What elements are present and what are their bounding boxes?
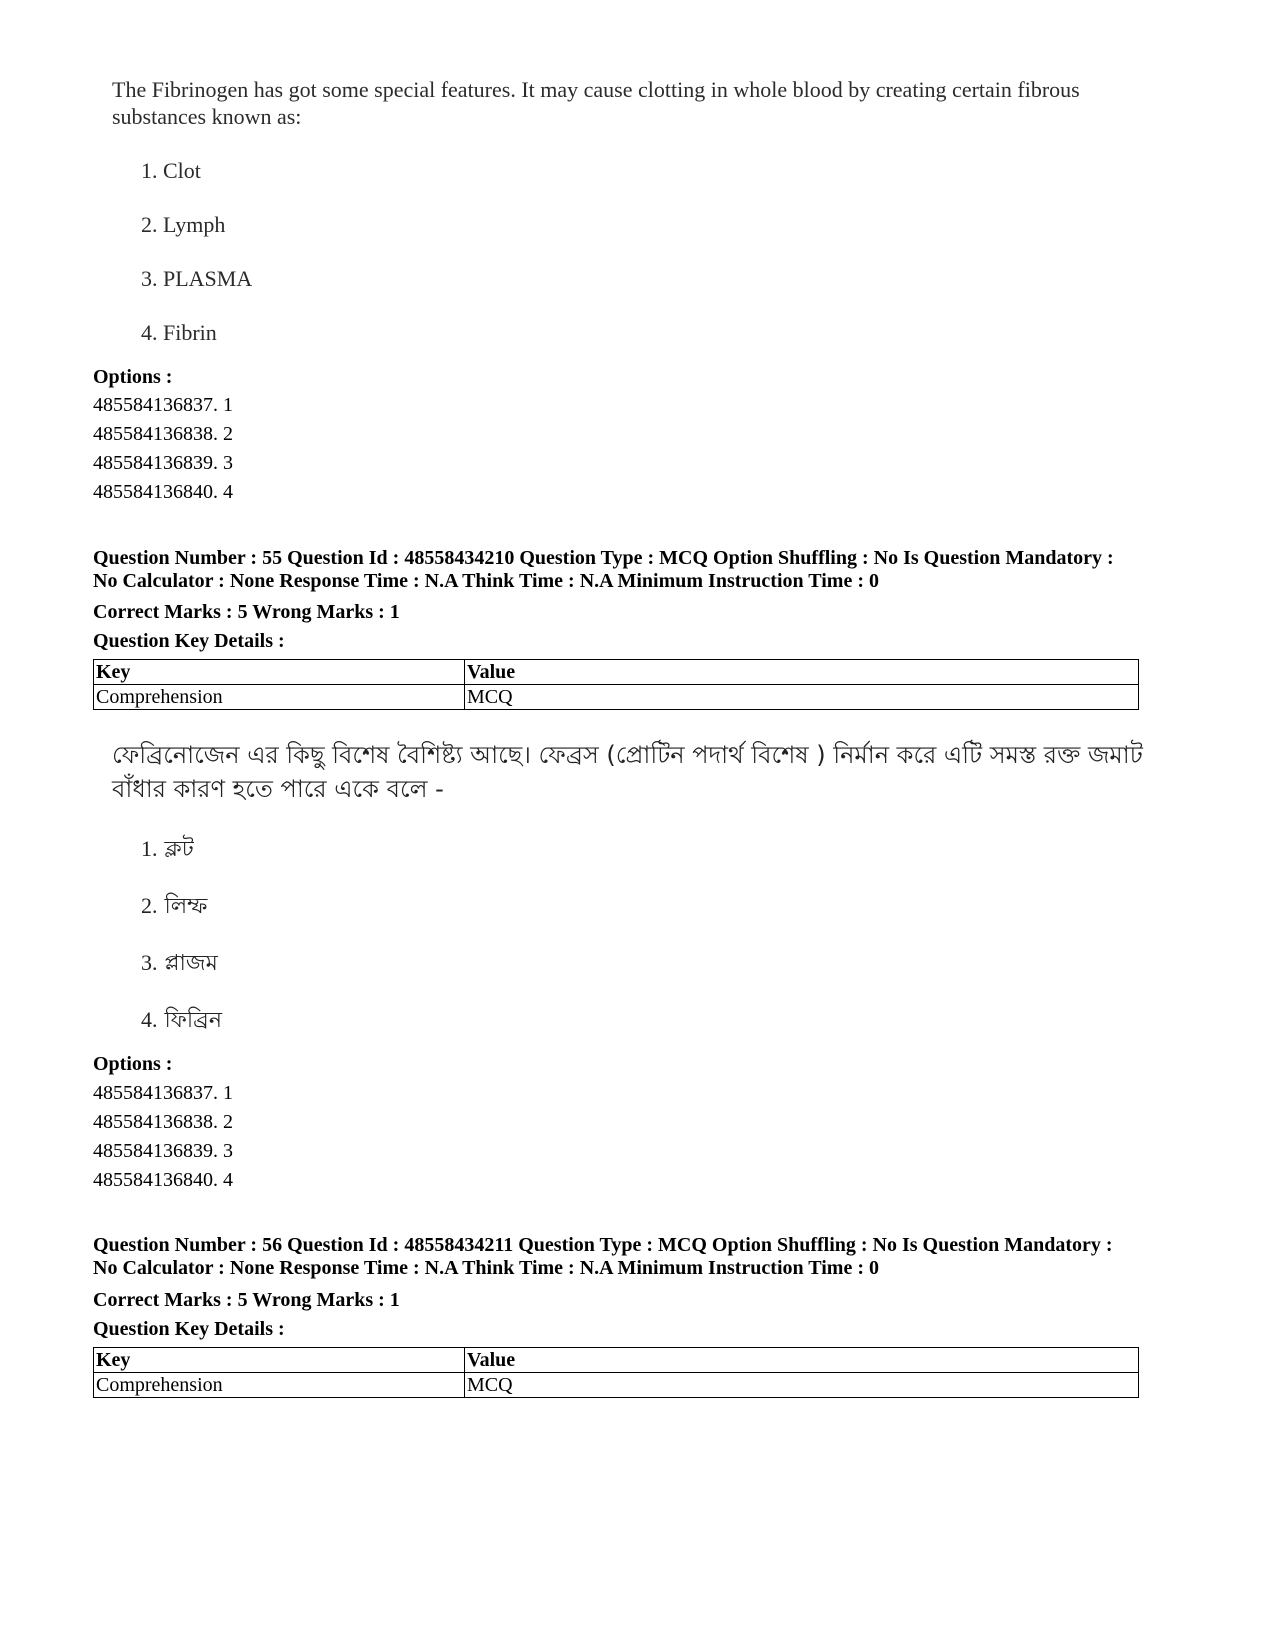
option-line: 485584136838. 2 <box>93 1111 233 1133</box>
option-line: 485584136839. 3 <box>93 452 233 474</box>
table-header-cell: Key <box>94 1348 465 1373</box>
table-cell: MCQ <box>465 685 1139 710</box>
table-cell: MCQ <box>465 1373 1139 1398</box>
table-cell: Comprehension <box>94 685 465 710</box>
table-header-cell: Value <box>465 660 1139 685</box>
table-header-row <box>94 660 1139 685</box>
choice-bn-4: 4. ফিব্রিন <box>141 1007 222 1033</box>
choice-bn-2: 2. লিম্ফ <box>141 893 208 919</box>
question-meta <box>93 547 1163 593</box>
question-meta-line: Question Number : 55 Question Id : 48558434210 Question Type : MCQ Option Shuffling : No Is Question Mandatory : <box>93 547 1114 569</box>
table-header-cell: Key <box>94 660 465 685</box>
options-label: Options : <box>93 366 173 388</box>
key-details-table <box>93 659 1139 710</box>
table-header-cell: Value <box>465 1348 1139 1373</box>
options-label: Options : <box>93 1053 173 1075</box>
choice-bn-3: 3. প্লাজম <box>141 950 218 976</box>
key-details-label: Question Key Details : <box>93 1318 285 1340</box>
key-details-table <box>93 1347 1139 1398</box>
key-details-label: Question Key Details : <box>93 630 285 652</box>
question-meta-line: No Calculator : None Response Time : N.A Think Time : N.A Minimum Instruction Time : 0 <box>93 1257 879 1279</box>
question-meta <box>93 1234 1163 1280</box>
marks: Correct Marks : 5 Wrong Marks : 1 <box>93 601 400 623</box>
choice-bn-1: 1. ক্লট <box>141 836 194 862</box>
choice-4: 4. Fibrin <box>141 320 217 345</box>
choice-2: 2. Lymph <box>141 212 226 237</box>
question-meta-line: Question Number : 56 Question Id : 48558434211 Question Type : MCQ Option Shuffling : No Is Question Mandatory : <box>93 1234 1113 1256</box>
choice-1: 1. Clot <box>141 158 201 183</box>
table-header-row <box>94 1348 1139 1373</box>
option-line: 485584136837. 1 <box>93 394 233 416</box>
option-line: 485584136837. 1 <box>93 1082 233 1104</box>
choice-3: 3. PLASMA <box>141 266 253 291</box>
option-line: 485584136840. 4 <box>93 481 233 503</box>
table-cell: Comprehension <box>94 1373 465 1398</box>
option-line: 485584136839. 3 <box>93 1140 233 1162</box>
table-row <box>94 1373 1139 1398</box>
question-meta-line: No Calculator : None Response Time : N.A Think Time : N.A Minimum Instruction Time : 0 <box>93 570 879 592</box>
question-text-bengali: ফেব্রিনোজেন এর কিছু বিশেষ বৈশিষ্ট্য আছে। ফেব্রস (প্রোটিন পদার্থ বিশেষ ) নির্মান করে এটি সমস্ত রক্ত জমাট বাঁধার কারণ হতে পারে একে বলে - <box>112 741 1143 803</box>
question-text-english: The Fibrinogen has got some special features. It may cause clotting in whole blood by creating certain fibrous substances known as: <box>112 77 1080 129</box>
option-line: 485584136838. 2 <box>93 423 233 445</box>
option-line: 485584136840. 4 <box>93 1169 233 1191</box>
table-row <box>94 685 1139 710</box>
marks: Correct Marks : 5 Wrong Marks : 1 <box>93 1289 400 1311</box>
